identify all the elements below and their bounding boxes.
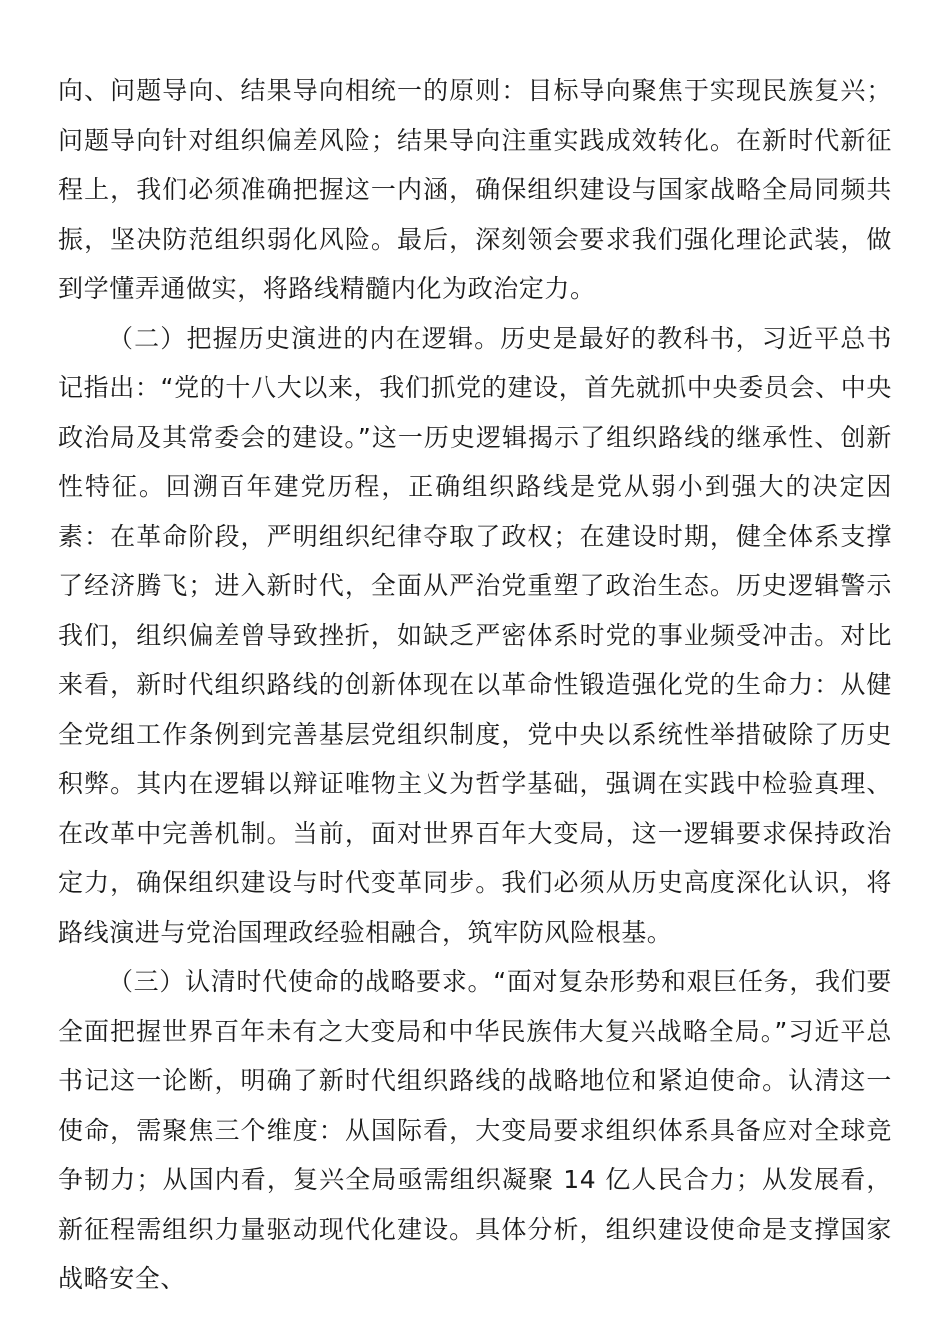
paragraph-continuation: 向、问题导向、结果导向相统一的原则：目标导向聚焦于实现民族复兴；问题导向针对组织偏差风险；结果导向注重实践成效转化。在新时代新征程上，我们必须准确把握这一内涵，确保组织建设与国家战略全局同频共振，坚决防范组织弱化风险。最后，深刻领会要求我们强化理论武装，做到学懂弄通做实，将路线精髓内化为政治定力。 (58, 76, 892, 303)
paragraph-section-three: （三）认清时代使命的战略要求。“面对复杂形势和艰巨任务，我们要全面把握世界百年未有之大变局和中华民族伟大复兴战略全局。”习近平总书记这一论断，明确了新时代组织路线的战略地位和紧迫使命。认清这一使命，需聚焦三个维度：从国际看，大变局要求组织体系具备应对全球竞争韧力；从国内看，复兴全局亟需组织凝聚 14 亿人民合力；从发展看，新征程需组织力量驱动现代化建设。具体分析，组织建设使命是支撑国家战略安全、 (58, 967, 892, 1293)
paragraph-section-two: （二）把握历史演进的内在逻辑。历史是最好的教科书，习近平总书记指出：“党的十八大以来，我们抓党的建设，首先就抓中央委员会、中央政治局及其常委会的建设。”这一历史逻辑揭示了组织路线的继承性、创新性特征。回溯百年建党历程，正确组织路线是党从弱小到强大的决定因素：在革命阶段，严明组织纪律夺取了政权；在建设时期，健全体系支撑了经济腾飞；进入新时代，全面从严治党重塑了政治生态。历史逻辑警示我们，组织偏差曾导致挫折，如缺乏严密体系时党的事业频受冲击。对比来看，新时代组织路线的创新体现在以革命性锻造强化党的生命力：从健全党组工作条例到完善基层党组织制度，党中央以系统性举措破除了历史积弊。其内在逻辑以辩证唯物主义为哲学基础，强调在实践中检验真理、在改革中完善机制。当前，面对世界百年大变局，这一逻辑要求保持政治定力，确保组织建设与时代变革同步。我们必须从历史高度深化认识，将路线演进与党治国理政经验相融合，筑牢防风险根基。 (58, 323, 892, 947)
document-page (58, 66, 892, 1304)
